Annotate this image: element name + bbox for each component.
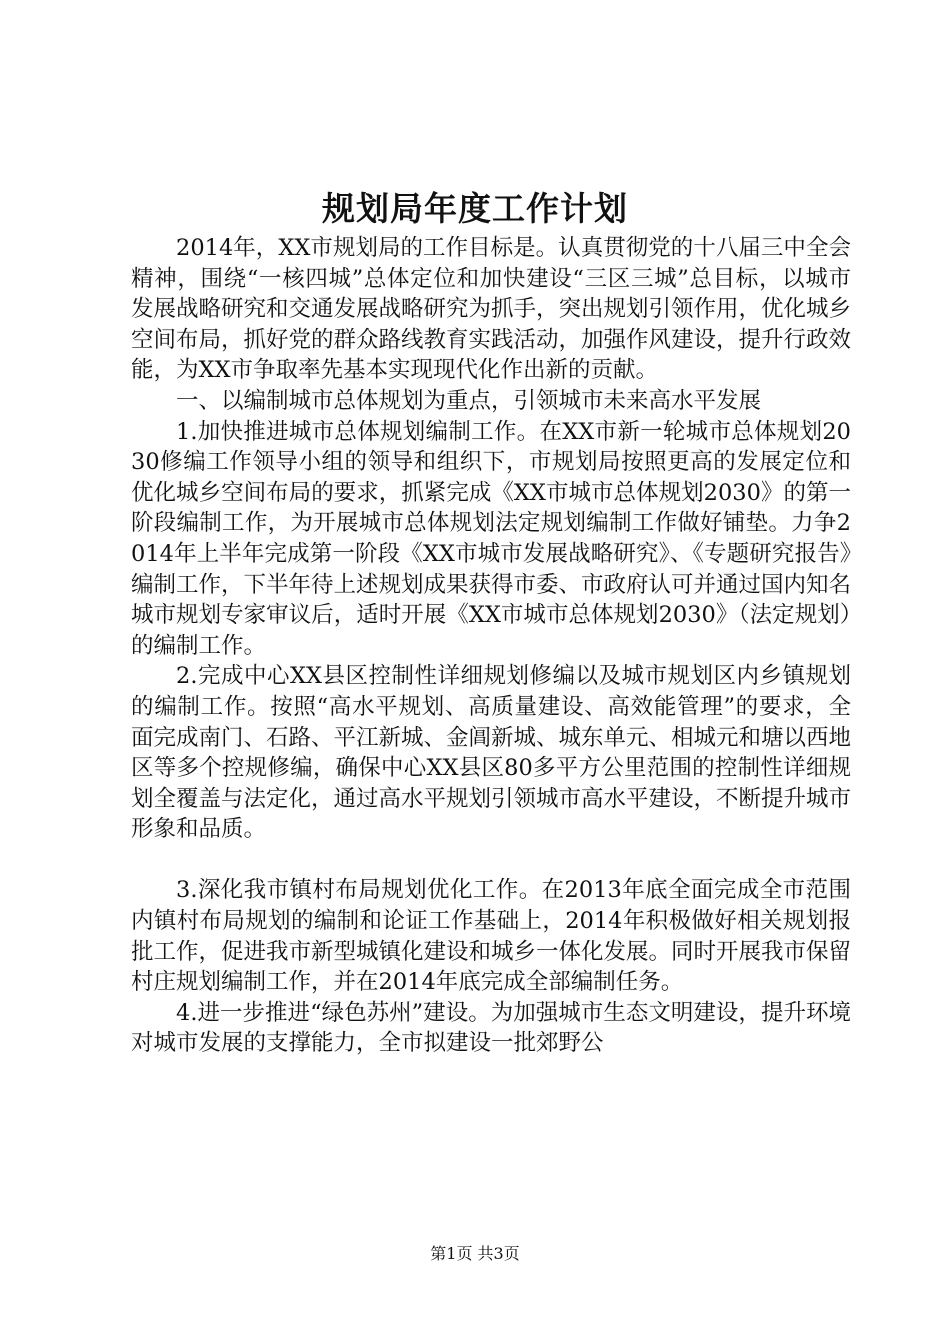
- paragraph-intro: 2014年，XX市规划局的工作目标是。认真贯彻党的十八届三中全会精神，围绕“一核四城”总体定位和加快建设“三区三城”总目标，以城市发展战略研究和交通发展战略研究为抓手，突出规划引领作用，优化城乡空间布局，抓好党的群众路线教育实践活动，加强作风建设，提升行政效能，为XX市争取率先基本实现现代化作出新的贡献。: [131, 235, 852, 384]
- paragraph-item-4: 4.进一步推进“绿色苏州”建设。为加强城市生态文明建设，提升环境对城市发展的支撑能力，全市拟建设一批郊野公: [131, 999, 851, 1057]
- page-footer: 第1页 共3页: [430, 1244, 520, 1263]
- document-title: 规划局年度工作计划: [322, 189, 628, 228]
- document-body: [131, 233, 851, 1059]
- paragraph-item-2: 2.完成中心XX县区控制性详细规划修编以及城市规划区内乡镇规划的编制工作。按照“高水平规划、高质量建设、高效能管理”的要求，全面完成南门、石路、平江新城、金阊新城、城东单元、相城元和塘以西地区等多个控规修编，确保中心XX县区80多平方公里范围的控制性详细规划全覆盖与法定化，通过高水平规划引领城市高水平建设，不断提升城市形象和品质。: [131, 663, 852, 843]
- paragraph-item-3: 3.深化我市镇村布局规划优化工作。在2013年底全面完成全市范围内镇村布局规划的编制和论证工作基础上，2014年积极做好相关规划报批工作，促进我市新型城镇化建设和城乡一体化发展。同时开展我市保留村庄规划编制工作，并在2014年底完成全部编制任务。: [131, 877, 852, 996]
- section-heading-1: 一、以编制城市总体规划为重点，引领城市未来高水平发展: [176, 387, 762, 414]
- paragraph-item-1: 1.加快推进城市总体规划编制工作。在XX市新一轮城市总体规划2030修编工作领导小组的领导和组织下，市规划局按照更高的发展定位和优化城乡空间布局的要求，抓紧完成《XX市城市总体规划2030》的第一阶段编制工作，为开展城市总体规划法定规划编制工作做好铺垫。力争2014年上半年完成第一阶段《XX市城市发展战略研究》、《专题研究报告》编制工作，下半年待上述规划成果获得市委、市政府认可并通过国内知名城市规划专家审议后，适时开展《XX市城市总体规划2030》（法定规划）的编制工作。: [131, 418, 852, 659]
